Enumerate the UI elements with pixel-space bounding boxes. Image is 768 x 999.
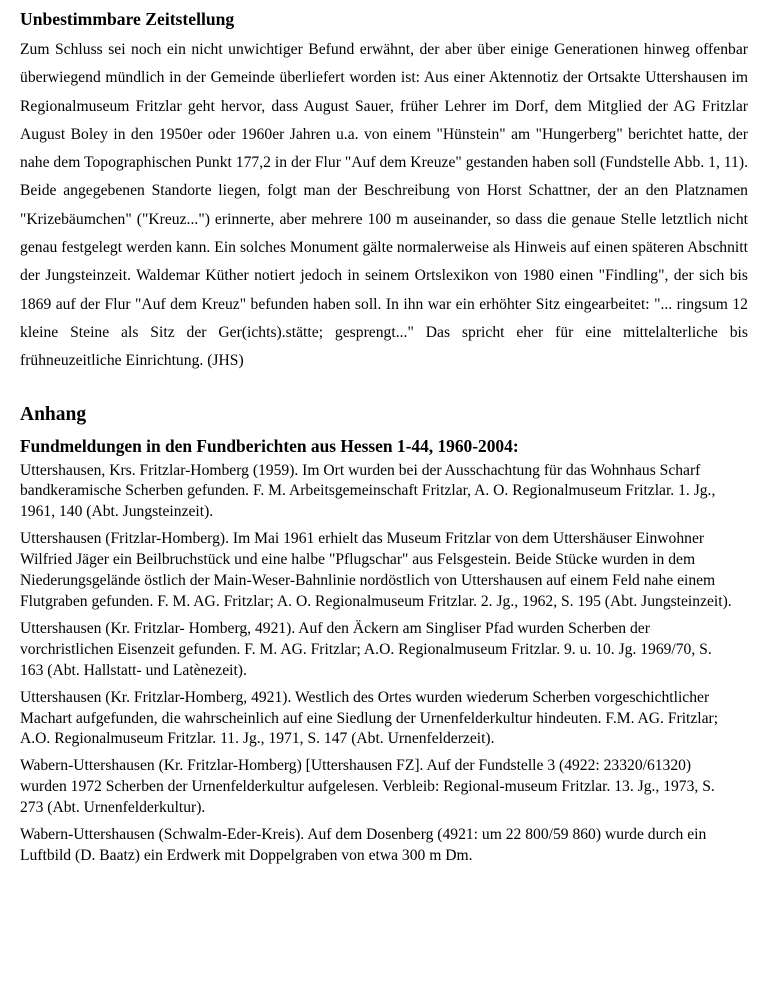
find-report-entry: Wabern-Uttershausen (Schwalm-Eder-Kreis). Auf dem Dosenberg (4921: um 22 800/59 860) wurde durch ein Luftbild (D. Baatz) ein Erdwerk mit Doppelgraben von etwa 300 m Dm.: [20, 826, 707, 864]
find-report-entry: Uttershausen (Fritzlar-Homberg). Im Mai 1961 erhielt das Museum Fritzlar von dem Uttershäuser Einwohner Wilfried Jäger ein Beilbruchstück und eine halbe "Pflugschar" aus Felsgestein. Beide Stücke wurden in dem Niederungsgelände östlich der Main-Weser-Bahnlinie nordöstlich von Uttershausen auf einem Feld nahe einem Flutgraben gefunden. F. M. AG. Fritzlar; A. O. Regionalmuseum Fritzlar. 2. Jg., 1962, S. 195 (Abt. Jungsteinzeit).: [20, 530, 732, 610]
section-heading: Unbestimmbare Zeitstellung: [20, 9, 235, 29]
section-paragraph: Zum Schluss sei noch ein nicht unwichtiger Befund erwähnt, der aber über einige Generationen hinweg offenbar überwiegend mündlich in der Gemeinde überliefert worden ist: Aus einer Aktennotiz der Ortsakte Uttershausen im Regionalmuseum Fritzlar geht hervor, dass August Sauer, früher Lehrer im Dorf, dem Mitglied der AG Fritzlar August Boley in den 1950er oder 1960er Jahren u.a. von einem "Hünstein" am "Hungerberg" berichtet hatte, der nahe dem Topographischen Punkt 177,2 in der Flur "Auf dem Kreuze" gestanden haben soll (Fundstelle Abb. 1, 11). Beide angegebenen Standorte liegen, folgt man der Beschreibung von Horst Schattner, der an den Platznamen "Krizebäumchen" ("Kreuz...") erinnerte, aber mehrere 100 m auseinander, so dass die genaue Stelle letztlich nicht genau festgelegt werden kann. Ein solches Monument gälte normalerweise als Hinweis auf einen späteren Abschnitt der Jungsteinzeit. Waldemar Küther notiert jedoch in seinem Ortslexikon von 1980 einen "Findling", der sich bis 1869 auf der Flur "Auf dem Kreuz" befunden haben soll. In ihn war ein erhöhter Sitz eingearbeitet: "... ringsum 12 kleine Steine als Sitz der Ger(ichts).stätte; gesprengt..." Das spricht eher für eine mittelalterliche bis frühneuzeitliche Einrichtung. (JHS): [20, 41, 748, 370]
find-report-entry: Wabern-Uttershausen (Kr. Fritzlar-Homberg) [Uttershausen FZ]. Auf der Fundstelle 3 (4922: 23320/61320) wurden 1972 Scherben der Urnenfelderkultur aufgelesen. Verbleib: Regional-museum Fritzlar. 13. Jg., 1973, S. 273 (Abt. Urnenfelderkultur).: [20, 757, 715, 817]
document-page: [20, 6, 748, 873]
find-report-entry: Uttershausen (Kr. Fritzlar- Homberg, 4921). Auf den Äckern am Singliser Pfad wurden Scherben der vorchristlichen Eisenzeit gefunden. F. M. AG. Fritzlar; A.O. Regionalmuseum Fritzlar. 9. u. 10. Jg. 1969/70, S. 163 (Abt. Hallstatt- und Latènezeit).: [20, 619, 712, 679]
find-report-entry: Uttershausen, Krs. Fritzlar-Homberg (1959). Im Ort wurden bei der Ausschachtung für das Wohnhaus Scharf bandkeramische Scherben gefunden. F. M. Arbeitsgemeinschaft Fritzlar, A. O. Regionalmuseum Fritzlar. 1. Jg., 1961, 140 (Abt. Jungsteinzeit).: [20, 461, 716, 521]
appendix-heading: Anhang: [20, 403, 87, 425]
appendix-subheading: Fundmeldungen in den Fundberichten aus Hessen 1-44, 1960-2004:: [20, 435, 519, 456]
find-report-entry: Uttershausen (Kr. Fritzlar-Homberg, 4921). Westlich des Ortes wurden wiederum Scherben vorgeschichtlicher Machart aufgefunden, die wahrscheinlich auf eine Siedlung der Urnenfelderkultur hindeuten. F.M. AG. Fritzlar; A.O. Regionalmuseum Fritzlar. 11. Jg., 1971, S. 147 (Abt. Urnenfelderzeit).: [20, 688, 719, 748]
